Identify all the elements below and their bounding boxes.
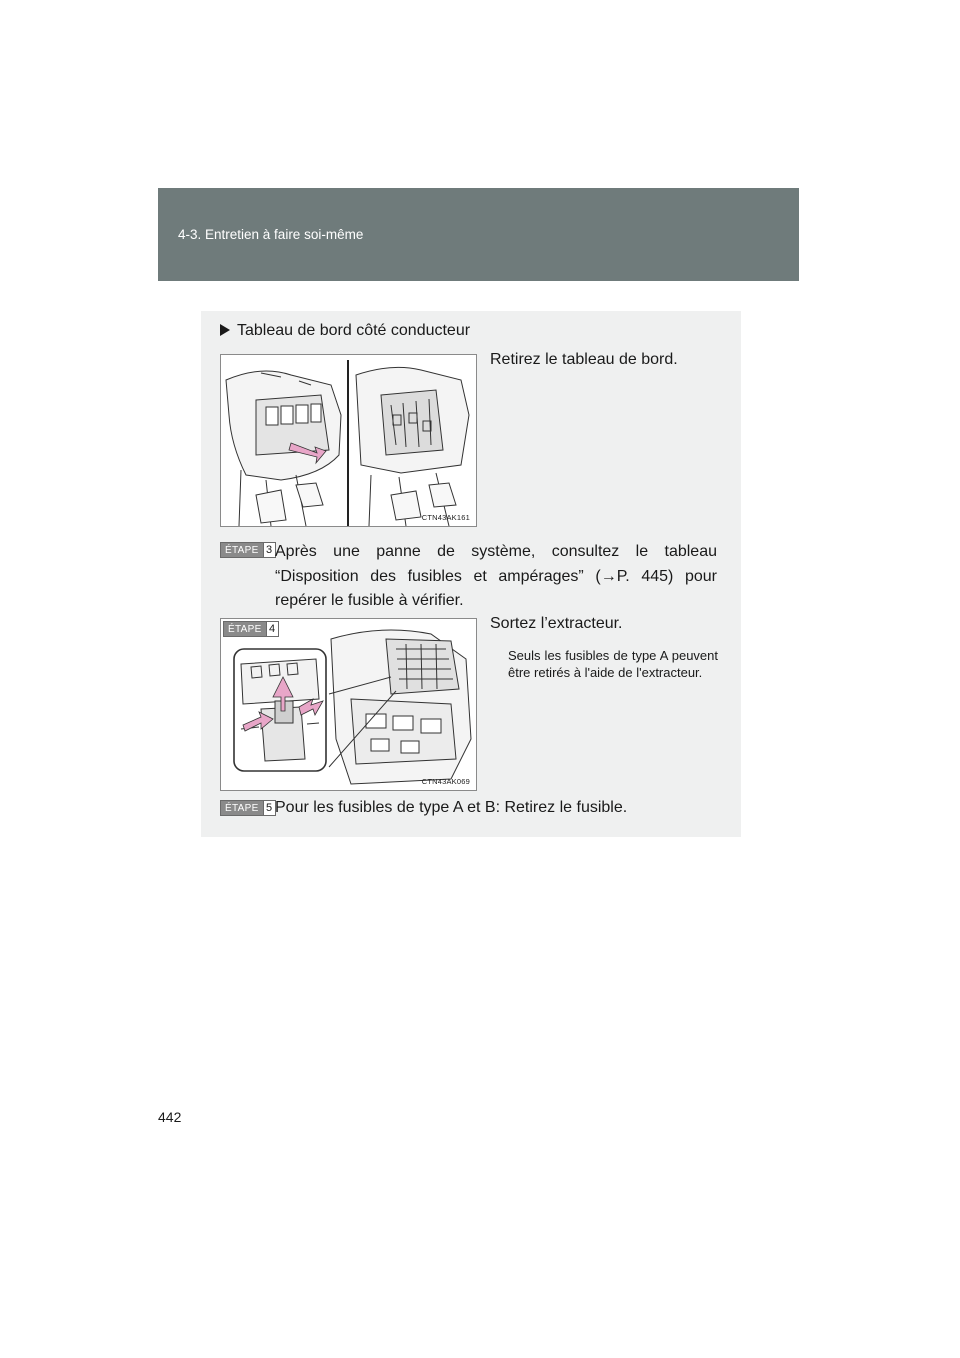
dashboard-panel-illustration [220, 354, 477, 527]
step-number: 5 [264, 800, 276, 816]
fuse-box-drawing [221, 619, 476, 790]
step-3-text: Après une panne de système, consultez le tableau “Disposition des fusibles et ampérages” (→P. 445) pour repérer le fusible à vérifier. [275, 543, 717, 609]
figure-code: CTN43AK161 [421, 513, 470, 522]
fuse-extractor-illustration [220, 618, 477, 791]
step-number: 4 [267, 621, 279, 637]
dashboard-panel-drawing [221, 355, 476, 526]
step-4-badge [223, 621, 279, 637]
content-panel [201, 311, 741, 837]
remove-panel-instruction: Retirez le tableau de bord. [490, 351, 678, 368]
step-3-badge [220, 542, 276, 558]
step-label: ÉTAPE [220, 542, 264, 558]
step-label: ÉTAPE [220, 800, 264, 816]
section-title: 4-3. Entretien à faire soi-même [178, 227, 364, 242]
triangle-bullet-icon [220, 324, 230, 336]
subheading-text: Tableau de bord côté conducteur [237, 322, 471, 339]
subheading [220, 319, 470, 343]
page-number: 442 [158, 1109, 182, 1125]
step-5-badge [220, 800, 276, 816]
step-number: 3 [264, 542, 276, 558]
step-4-note: Seuls les fusibles de type A peuvent être retirés à l'aide de l'extracteur. [508, 648, 718, 680]
figure-code: CTN43AK069 [421, 777, 470, 786]
section-header [158, 188, 799, 281]
step-label: ÉTAPE [223, 621, 267, 637]
step-5-text: Pour les fusibles de type A et B: Retirez le fusible. [275, 799, 628, 816]
step-4-text: Sortez l’extracteur. [490, 615, 623, 632]
